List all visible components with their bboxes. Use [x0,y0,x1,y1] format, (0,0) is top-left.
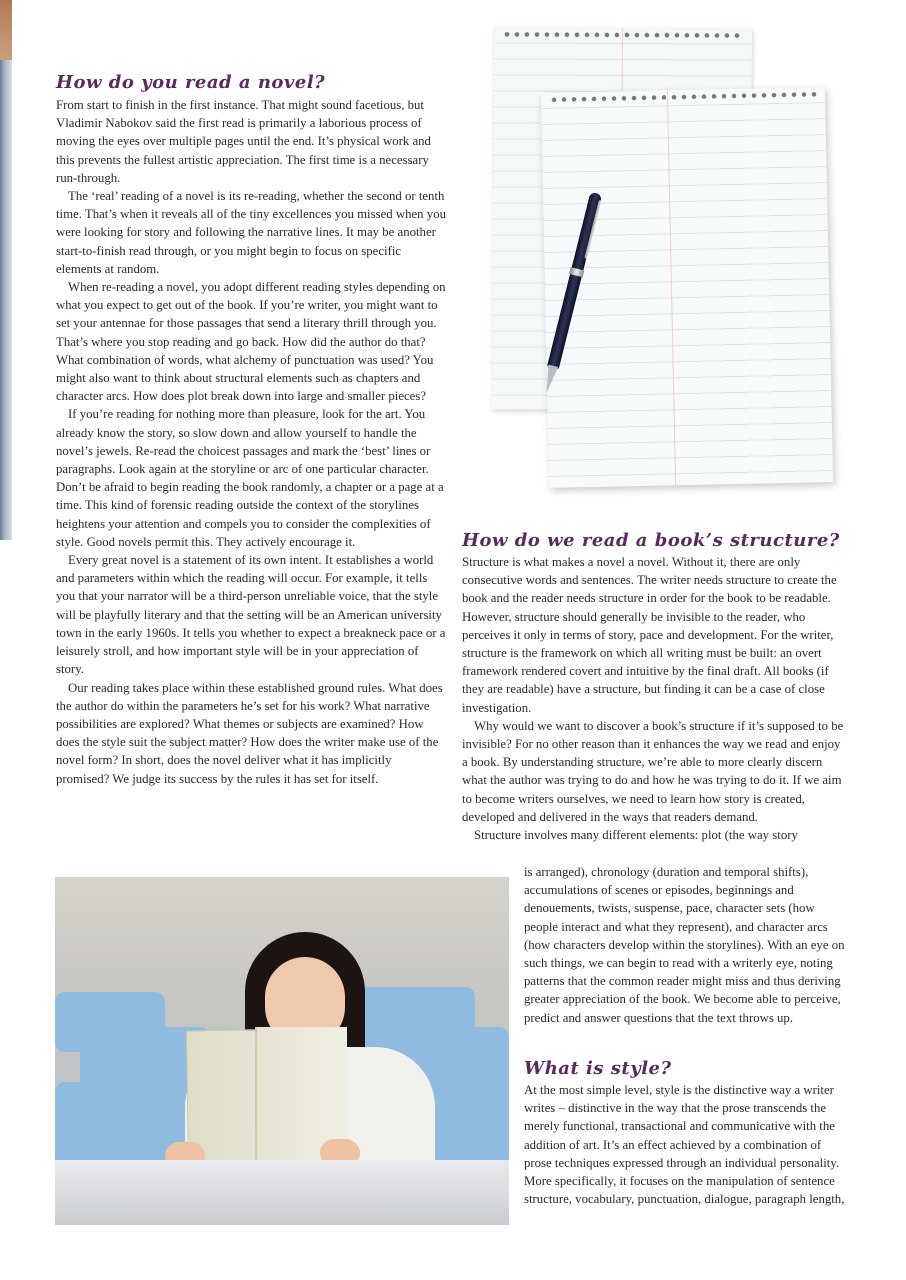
paragraph: Structure is what makes a novel a novel. Without it, there are only consecutive words and sentences. The writer needs structure to create the book and the reader needs structure in order for the book to be readable. However, structure should generally be invisible to the reader, who perceives it only in terms of story, pace and development. For the writer, structure is the framework on which all writing must be built: an overt framework rendered covert and intuitive by the final draft. All books (if they are readable) have a structure, but finding it can be a case of close investigation. [462,555,837,715]
heading-style: What is style? [524,1058,672,1079]
paragraph: From start to finish in the first instance. That might sound facetious, but Vladimir Nabokov said the first read is primarily a laborious process of moving the eyes over multiple pages until the end. It’s physical work and this prevents the fullest artistic appreciation. The first time is a necessary run-through. [56,98,431,185]
heading-structure: How do we read a book’s structure? [462,530,840,551]
paragraph: Why would we want to discover a book’s structure if it’s supposed to be invisible? For no other reason than it enhances the way we read and enjoy a book. By understanding structure, we’re able to more clearly discern what the author was trying to do and how he was trying to do it. If we aim to become writers ourselves, we need to learn how story is created, developed and delivered in the ways that readers demand. [462,718,844,824]
heading-read-novel: How do you read a novel? [56,72,326,93]
paragraph: Our reading takes place within these established ground rules. What does the author do within the parameters he’s set for his work? What narrative possibilities are explored? What themes or subjects are examined? How does the style suit the subject matter? How does the writer make use of the novel form? In short, does the novel deliver what it has implicitly promised? We judge its success by the rules it has set for itself. [56,680,443,786]
paragraph: When re-reading a novel, you adopt different reading styles depending on what you expect to get out of the book. If you’re writer, you might want to set your antennae for those passages that send a literary thrill through you. That’s where you stop reading and go back. How did the author do that? What combination of words, what alchemy of punctuation was used? You might also want to think about structural elements such as chapters and character arcs. How does plot break down into large and smaller pieces? [56,280,446,404]
notepad-front-illustration [541,87,833,488]
article-column-right [462,553,846,844]
paragraph-continuation: is arranged), chronology (duration and temporal shifts), accumulations of scenes or episodes, beginnings and denouements, twists, suspense, pace, character sets (how people interact and what they represent), and character arcs (how characters develop within the storylines). With an eye on such things, we can begin to read with a writerly eye, noting patterns that the common reader might miss and thus deriving greater appreciation of the book. We become able to perceive, predict and answer questions that the text throws up. [524,865,845,1025]
paragraph: If you’re reading for nothing more than pleasure, look for the art. You already know the story, so slow down and allow yourself to handle the novel’s jewels. Re-read the choicest passages and mark the ‘best’ lines or paragraphs. Look again at the storyline or arc of one particular character. Don’t be afraid to begin reading the book randomly, a chapter or a page at a time. This kind of forensic reading outside the context of the storylines heightens your attention and compels you to consider the complexities of style. Good novels permit this. They actively encourage it. [56,407,444,549]
article-column-left [56,96,446,788]
paragraph-lead-line: Structure involves many different elements: plot (the way story [474,828,798,843]
paragraph: The ‘real’ reading of a novel is its re-reading, whether the second or tenth time. That’s when it reveals all of the tiny excellences you missed when you were looking for story and following the narrative lines. It may be another start-to-finish read through, or you might begin to focus on specific elements at random. [56,189,446,276]
article-column-style [524,1081,848,1208]
photo-girl-reading [55,877,509,1225]
article-column-right-narrow [524,863,846,1027]
paragraph: Every great novel is a statement of its own intent. It establishes a world and parameters within which the reading will occur. For example, it tells you that your narrator will be a third-person unreliable voice, that the style will be playfully literary and that the setting will be an American university town in the early 1960s. It tells you whether to expect a breakneck pace or a leisurely stroll, and how important style will be in your appreciation of story. [56,553,446,677]
paragraph: At the most simple level, style is the distinctive way a writer writes – distinctive in the way that the prose transcends the merely functional, transactional and communicative with the addition of art. It’s an effect achieved by a combination of prose techniques expressed through an individual personality. More specifically, it focuses on the manipulation of sentence structure, vocabulary, punctuation, dialogue, paragraph length, [524,1083,845,1207]
edge-photo-strip [0,0,12,540]
